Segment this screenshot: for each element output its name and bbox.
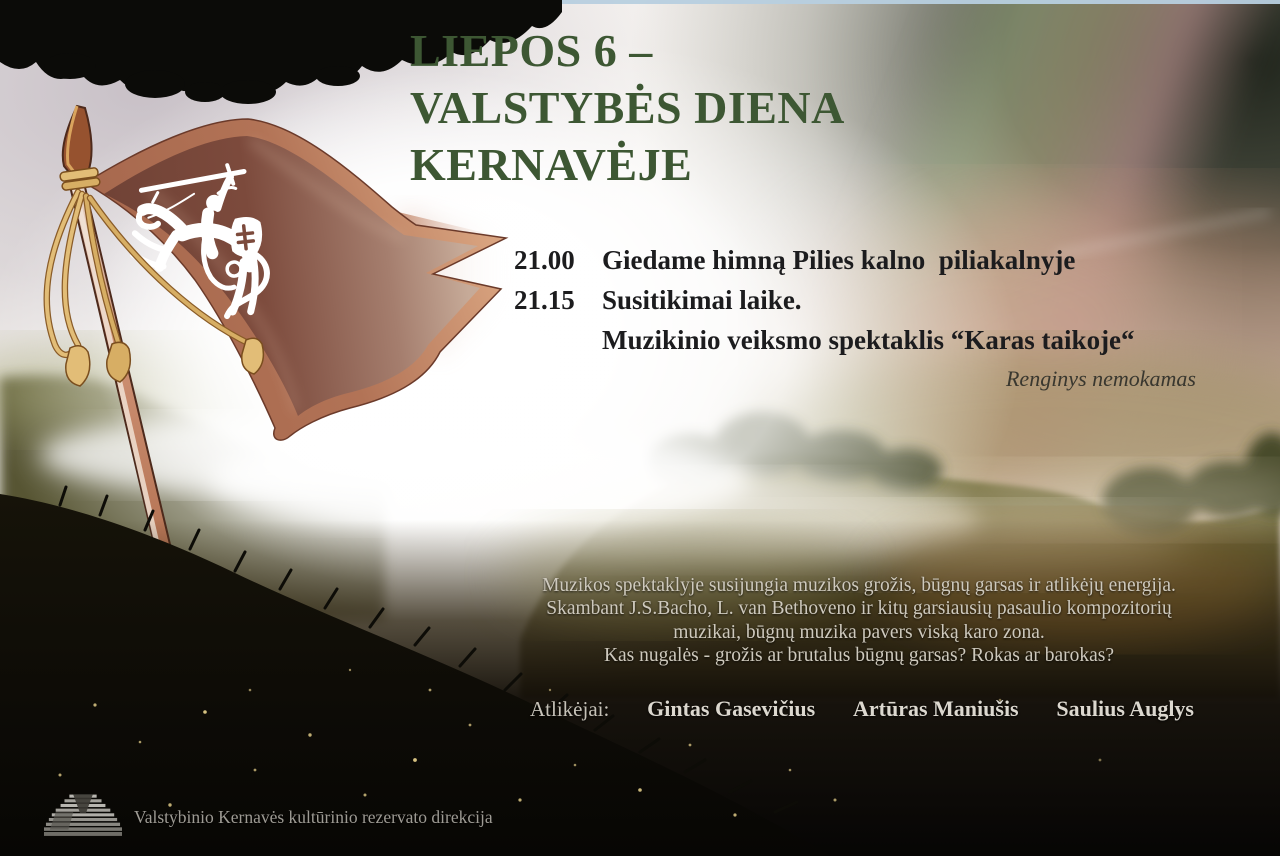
event-description	[497, 574, 1221, 667]
schedule-time	[514, 320, 602, 360]
description-line: Kas nugalės - grožis ar brutalus būgnų garsas? Rokas ar barokas?	[603, 644, 1115, 666]
title-line: KERNAVĖJE	[410, 139, 693, 190]
performer-name: Saulius Auglys	[1056, 696, 1194, 721]
schedule-text: Susitikimai laike.	[602, 285, 802, 315]
schedule-text: Giedame himną Pilies kalno piliakalnyje	[602, 245, 1076, 275]
title-line: VALSTYBĖS DIENA	[410, 82, 845, 133]
description-line: Skambant J.S.Bacho, L. van Bethoveno ir kitų garsiausių pasaulio kompozitorių	[546, 598, 1172, 620]
free-admission-note: Renginys nemokamas	[1005, 366, 1196, 391]
organizer-text: Valstybinio Kernavės kultūrinio rezervato direkcija	[134, 806, 493, 827]
kernave-hillforts-logo-icon	[44, 792, 122, 842]
schedule-row	[514, 320, 1214, 360]
schedule-time: 21.00	[514, 245, 575, 275]
description-line: muzikai, būgnų muzika pavers viską karo zona.	[673, 621, 1045, 643]
schedule-text: Muzikinio veiksmo spektaklis “Karas taikoje“	[602, 325, 1135, 355]
schedule-time: 21.15	[514, 285, 575, 315]
description-line: Muzikos spektaklyje susijungia muzikos grožis, būgnų garsas ir atlikėjų energija.	[542, 575, 1176, 596]
page-title	[410, 22, 1010, 193]
performers-row	[530, 696, 1194, 722]
event-schedule	[514, 240, 1214, 360]
performer-name: Artūras Maniušis	[853, 696, 1019, 721]
schedule-row	[514, 240, 1214, 280]
schedule-row	[514, 280, 1214, 320]
performer-name: Gintas Gasevičius	[647, 696, 816, 721]
footer	[44, 792, 493, 842]
performers-label: Atlikėjai:	[530, 697, 610, 721]
title-line: LIEPOS 6 –	[410, 25, 653, 76]
